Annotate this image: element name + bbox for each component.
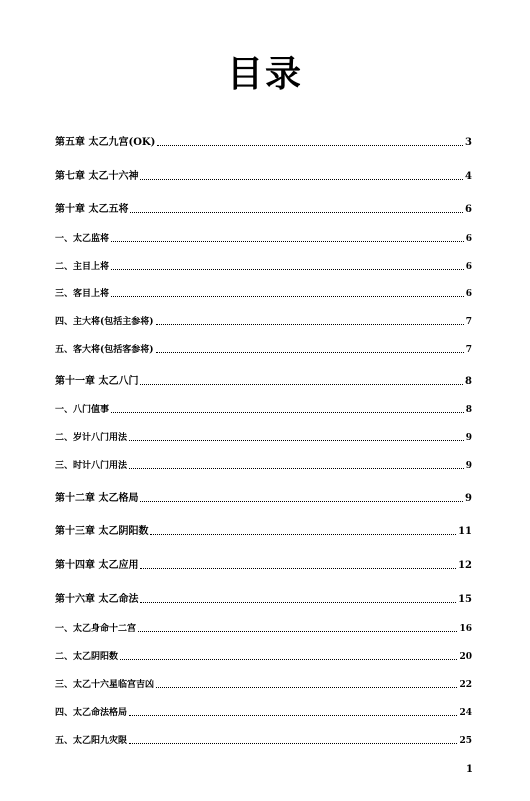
page-title: 目录 [226,53,303,95]
toc-entry[interactable] [55,677,472,691]
dot-leader [129,743,457,744]
toc-entry[interactable] [55,491,472,505]
toc-entry-label: 第五章 太乙九宫(OK) [55,137,156,148]
toc-entry-page: 7 [465,317,472,327]
toc-entry-label: 二、岁计八门用法 [55,433,128,443]
toc-entry-page: 8 [465,405,472,415]
toc-entry-page: 20 [459,652,472,662]
toc-entry-label: 五、客大将(包括客参将) [55,345,154,355]
toc-entry-label: 第十章 太乙五将 [55,204,129,215]
dot-leader [129,715,457,716]
toc-entry-page: 9 [465,461,472,471]
toc-entry[interactable] [55,259,472,273]
dot-leader [140,602,456,603]
toc-entry-label: 一、八门值事 [55,405,110,415]
dot-leader [140,179,463,180]
dot-leader [140,501,463,502]
toc-entry-label: 一、太乙监将 [55,234,110,244]
toc-entry[interactable] [55,374,472,388]
toc-entry[interactable] [55,524,472,538]
toc-entry-page: 25 [459,736,472,746]
toc-entry[interactable] [55,169,472,183]
toc-entry[interactable] [55,342,472,356]
dot-leader [157,145,463,146]
toc-entry-page: 4 [465,171,472,182]
toc-entry-label: 二、太乙阴阳数 [55,652,119,662]
dot-leader [111,269,464,270]
toc-entry-page: 6 [465,289,472,299]
toc-entry-label: 四、主大将(包括主参将) [55,317,154,327]
toc-entry-page: 6 [465,262,472,272]
dot-leader [111,241,464,242]
dot-leader [156,352,464,353]
footer-page-number: 1 [466,764,473,775]
dot-leader [156,324,464,325]
toc-entry-label: 五、太乙阳九灾限 [55,736,128,746]
toc-entry-page: 12 [458,560,472,571]
dot-leader [111,296,464,297]
dot-leader [111,412,464,413]
toc-entry-page: 11 [458,526,472,537]
toc-entry[interactable] [55,733,472,747]
toc-entry-page: 16 [459,624,472,634]
dot-leader [156,687,457,688]
toc-entry-page: 3 [465,137,472,148]
toc-entry-page: 6 [465,234,472,244]
dot-leader [140,568,456,569]
toc-entry[interactable] [55,592,472,606]
toc-entry[interactable] [55,231,472,245]
toc-entry-label: 一、太乙身命十二宫 [55,624,137,634]
dot-leader [150,534,456,535]
toc-entry[interactable] [55,402,472,416]
toc-entry-label: 第十一章 太乙八门 [55,376,139,387]
toc-entry-page: 24 [459,708,472,718]
dot-leader [130,212,463,213]
toc-entry[interactable] [55,314,472,328]
toc-entry-page: 15 [458,594,472,605]
toc-entry-page: 22 [459,680,472,690]
toc-entry[interactable] [55,202,472,216]
toc-entry-page: 9 [465,493,472,504]
toc-entry[interactable] [55,286,472,300]
toc-entry-page: 6 [465,204,472,215]
toc-entry[interactable] [55,649,472,663]
toc-entry[interactable] [55,135,472,149]
toc-entry-label: 三、时计八门用法 [55,461,128,471]
toc-entry-label: 第十二章 太乙格局 [55,493,139,504]
toc-entry-label: 第十三章 太乙阴阳数 [55,526,149,537]
toc-entry-label: 三、太乙十六星临宫吉凶 [55,680,155,690]
toc-entry-label: 二、主目上将 [55,262,110,272]
toc-entry-page: 8 [465,376,472,387]
toc-entry[interactable] [55,621,472,635]
toc-entry-label: 第十六章 太乙命法 [55,594,139,605]
dot-leader [129,440,464,441]
toc-entry-label: 第十四章 太乙应用 [55,560,139,571]
toc-entry[interactable] [55,430,472,444]
toc-entry-page: 7 [465,345,472,355]
toc-entry[interactable] [55,458,472,472]
dot-leader [138,631,457,632]
toc-entry-label: 三、客目上将 [55,289,110,299]
dot-leader [120,659,457,660]
dot-leader [140,384,463,385]
toc-entry[interactable] [55,705,472,719]
toc-entry-label: 四、太乙命法格局 [55,708,128,718]
toc-entry-page: 9 [465,433,472,443]
toc-entry[interactable] [55,558,472,572]
toc-entry-label: 第七章 太乙十六神 [55,171,139,182]
dot-leader [129,468,464,469]
